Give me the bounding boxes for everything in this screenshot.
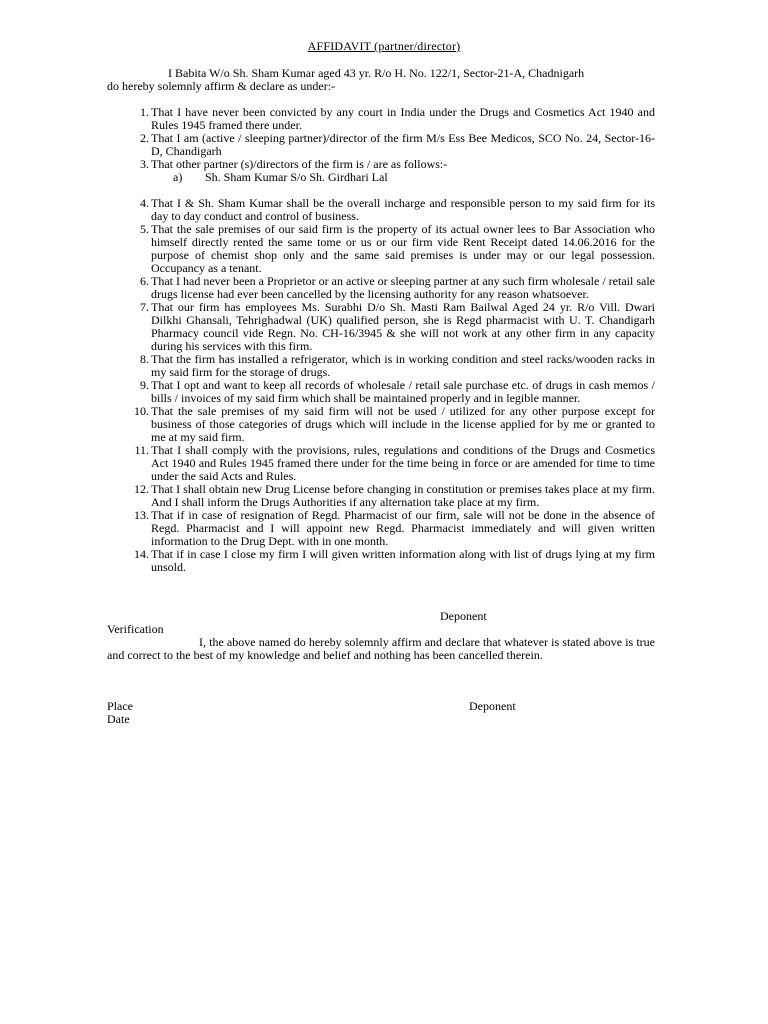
subitem-text: Sh. Sham Kumar S/o Sh. Girdhari Lal xyxy=(205,170,388,184)
list-item xyxy=(107,509,659,548)
item-text: That if in case I close my firm I will given written information along with list of drugs lying at my firm unsold. xyxy=(151,547,655,574)
item-text: That I have never been convicted by any court in India under the Drugs and Cosmetics Act 1940 and Rules 1945 framed there under. xyxy=(151,105,655,132)
list-item xyxy=(107,106,659,132)
item-number: 8. xyxy=(140,352,149,366)
list-item xyxy=(107,405,659,444)
item-number: 2. xyxy=(140,131,149,145)
document-title: AFFIDAVIT (partner/director) xyxy=(307,39,461,53)
list-item xyxy=(107,483,659,509)
partner-subitem xyxy=(107,171,659,184)
item-number: 7. xyxy=(140,300,149,314)
list-item xyxy=(107,223,659,275)
list-item xyxy=(107,275,659,301)
subitem-label: a) xyxy=(173,170,183,184)
item-text: That the sale premises of our said firm is the property of its actual owner lees to Bar Association who himself directly rented the same tome or us or our firm vide Rent Receipt dated 14.06.2016 for the purpose of chemist shop only and the same said premises is under may or our legal possession. Occupancy as a tenant. xyxy=(151,222,655,275)
item-number: 9. xyxy=(140,378,149,392)
item-text: That I had never been a Proprietor or an active or sleeping partner at any such firm wholesale / retail sale drugs license had ever been cancelled by the licensing authority for any reason whatsoever. xyxy=(151,274,655,301)
item-number: 11. xyxy=(134,443,149,457)
item-text: That other partner (s)/directors of the firm is / are as follows:- xyxy=(151,157,448,171)
item-text: That the sale premises of my said firm will not be used / utilized for any other purpose except for business of those categories of drugs which will include in the license applied for by me or granted to me at my said firm. xyxy=(151,404,655,444)
verification-text: I, the above named do hereby solemnly affirm and declare that whatever is stated above is true and correct to the best of my knowledge and belief and nothing has been cancelled therein. xyxy=(107,635,655,662)
deponent-label: Deponent xyxy=(440,609,487,623)
item-text: That our firm has employees Ms. Surabhi D/o Sh. Masti Ram Bailwal Aged 24 yr. R/o Vill. Dwari Dilkhi Ghansali, Tehrighadwal (UK) qualified person, she is Regd pharmacist with U. T. Chandigarh Pharmacy council vide Regn. No. CH-16/3945 & she will not work at any other firm in any capacity during his services with this firm. xyxy=(151,300,655,353)
item-number: 5. xyxy=(140,222,149,236)
place-label: Place xyxy=(107,699,133,713)
item-number: 10. xyxy=(134,404,149,418)
item-text: That I opt and want to keep all records of wholesale / retail sale purchase etc. of drugs in cash memos / bills / invoices of my said firm which shall be maintained properly and in legible manner. xyxy=(151,378,655,405)
list-item xyxy=(107,301,659,353)
item-text: That I shall comply with the provisions, rules, regulations and conditions of the Drugs and Cosmetics Act 1940 and Rules 1945 framed there under for the time being in force or are amended for time to time under the said Acts and Rules. xyxy=(151,443,655,483)
intro-line-1: I Babita W/o Sh. Sham Kumar aged 43 yr. R/o H. No. 122/1, Sector-21-A, Chadnigarh xyxy=(168,66,585,80)
item-number: 12. xyxy=(134,482,149,496)
item-number: 6. xyxy=(140,274,149,288)
list-item xyxy=(107,353,659,379)
list-item xyxy=(107,444,659,483)
list-item xyxy=(107,548,659,574)
item-text: That if in case of resignation of Regd. Pharmacist of our firm, sale will not be done in the absence of Regd. Pharmacist and I will appoint new Regd. Pharmacist immediately and will given written information to the Drug Dept. with in one month. xyxy=(151,508,655,548)
item-text: That I shall obtain new Drug License before changing in constitution or premises takes place at my firm. And I shall inform the Drugs Authorities if any alternation take place at my firm. xyxy=(151,482,655,509)
item-text: That I & Sh. Sham Kumar shall be the overall incharge and responsible person to my said firm for its day to day conduct and control of business. xyxy=(151,196,655,223)
list-item xyxy=(107,132,659,158)
date-label: Date xyxy=(107,712,130,726)
item-number: 14. xyxy=(134,547,149,561)
item-number: 13. xyxy=(134,508,149,522)
declaration-list xyxy=(107,106,659,574)
list-item xyxy=(107,197,659,223)
item-number: 3. xyxy=(140,157,149,171)
item-text: That the firm has installed a refrigerator, which is in working condition and steel racks/wooden racks in my said firm for the storage of drugs. xyxy=(151,352,655,379)
deponent-signature-label: Deponent xyxy=(469,699,516,713)
item-number: 1. xyxy=(140,105,149,119)
item-number: 4. xyxy=(140,196,149,210)
intro-paragraph xyxy=(107,67,659,93)
verification-heading: Verification xyxy=(107,622,164,636)
list-item xyxy=(107,379,659,405)
intro-line-2: do hereby solemnly affirm & declare as under:- xyxy=(107,79,336,93)
item-text: That I am (active / sleeping partner)/director of the firm M/s Ess Bee Medicos, SCO No. 24, Sector-16-D, Chandigarh xyxy=(151,131,655,158)
verification-paragraph xyxy=(107,636,655,662)
